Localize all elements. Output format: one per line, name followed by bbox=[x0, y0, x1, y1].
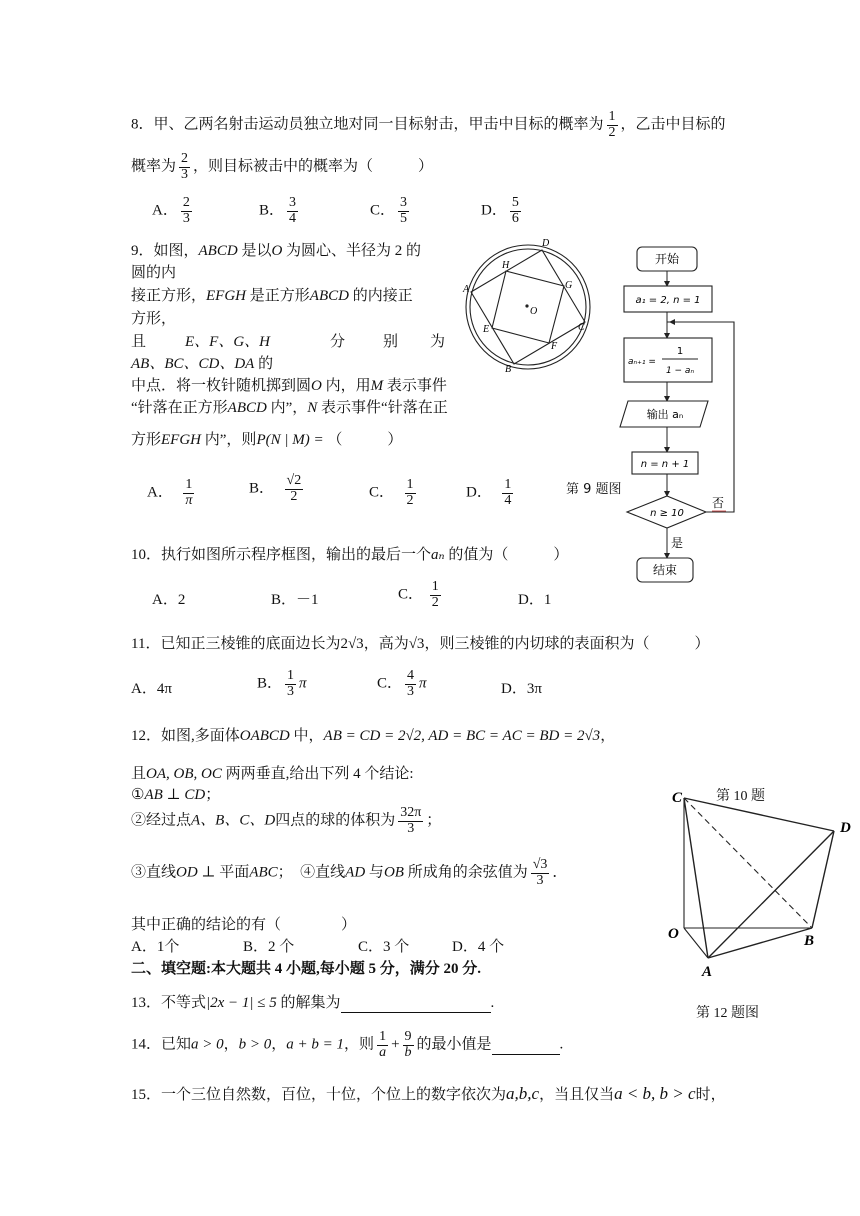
q10-option-d: D．1 bbox=[518, 592, 552, 608]
label-h: H bbox=[502, 260, 510, 271]
flow-update-num: 1 bbox=[676, 346, 684, 357]
label-g: G bbox=[565, 280, 573, 291]
q12-option-a: A．1个 bbox=[131, 939, 180, 955]
q9-math: EFGH bbox=[206, 288, 247, 304]
frac-num: 2 bbox=[182, 195, 190, 210]
flow-incr-text: n = n + 1 bbox=[640, 459, 690, 470]
frac-num: 3 bbox=[289, 195, 297, 210]
q9-line5-e: 为 bbox=[430, 334, 446, 350]
q14-math: a + b = 1 bbox=[286, 1036, 345, 1053]
flow-start-text: 开始 bbox=[654, 252, 680, 266]
q14-text: 的最小值是 bbox=[416, 1036, 492, 1053]
frac-den: b bbox=[404, 1044, 412, 1060]
q12-text: ； ④直线 bbox=[277, 864, 346, 881]
q13-text: . bbox=[490, 995, 495, 1011]
q12-text: 两两垂直,给出下列 4 个结论: bbox=[221, 766, 414, 782]
q8-frac-1 bbox=[607, 110, 618, 140]
q9-line5-b: E、F、G、H bbox=[185, 334, 270, 350]
q10-option-c bbox=[398, 580, 444, 610]
frac-num: 32π bbox=[400, 805, 422, 820]
q10-text: 10．执行如图所示程序框图，输出的最后一个 bbox=[131, 547, 432, 563]
label-b: B bbox=[505, 364, 512, 375]
q12-math: OB bbox=[383, 864, 404, 881]
frac-den: 2 bbox=[406, 492, 414, 508]
option-tail: π bbox=[419, 675, 427, 692]
label-f: F bbox=[551, 341, 558, 352]
q9-text: 表示事件 bbox=[383, 378, 447, 394]
q9-line3 bbox=[131, 287, 413, 305]
option-tail: π bbox=[299, 675, 307, 692]
option-label: B． bbox=[259, 202, 285, 219]
q8-option-a bbox=[152, 196, 195, 226]
q9-line7 bbox=[131, 377, 447, 395]
q12-option-b: B．2 个 bbox=[243, 939, 295, 955]
q11-line bbox=[131, 635, 709, 653]
q9-math: EFGH bbox=[161, 432, 202, 448]
q10-math: aₙ bbox=[431, 547, 445, 563]
option-label: C． bbox=[398, 586, 424, 603]
frac-den: 3 bbox=[407, 683, 415, 699]
q13-answer-blank[interactable] bbox=[341, 994, 491, 1013]
q11-option-c bbox=[377, 669, 427, 699]
q9-math: ABCD bbox=[198, 243, 238, 259]
flow-output-text: 输出 aₙ bbox=[646, 408, 684, 421]
q8-frac-2 bbox=[179, 152, 190, 182]
q9-math: M bbox=[370, 378, 384, 394]
q12-conclusion-3-4 bbox=[131, 858, 567, 888]
q14-math: a > 0 bbox=[191, 1036, 224, 1053]
section2-heading: 二、填空题:本大题共 4 小题,每小题 5 分，满分 20 分. bbox=[131, 961, 481, 977]
option-label: D． bbox=[466, 484, 492, 501]
flow-update-lhs: aₙ₊₁ = bbox=[628, 357, 656, 367]
q12-text: ③直线 bbox=[131, 864, 177, 881]
frac-num: 2 bbox=[181, 151, 189, 166]
frac-den: 2 bbox=[431, 594, 439, 610]
q9-text: 内，用 bbox=[321, 378, 371, 394]
frac-num: 9 bbox=[404, 1029, 412, 1044]
q9-text: 的内接正 bbox=[348, 288, 413, 304]
q8-option-c bbox=[370, 196, 412, 226]
q9-option-b bbox=[249, 474, 306, 504]
q14-text: ， bbox=[271, 1036, 287, 1053]
q12-figure-title: 第 10 题 bbox=[716, 789, 765, 804]
q12-conclusion-2 bbox=[131, 806, 441, 836]
q9-line6 bbox=[131, 355, 273, 373]
q12-text: ； bbox=[426, 812, 442, 829]
frac-num: √3 bbox=[532, 857, 548, 872]
option-label: A． bbox=[147, 484, 173, 501]
label-b: B bbox=[804, 933, 815, 949]
q12-text: ． bbox=[552, 864, 568, 881]
q11-option-a: A．4π bbox=[131, 681, 172, 697]
label-d: D bbox=[542, 238, 550, 249]
flow-end-text: 结束 bbox=[652, 563, 678, 577]
q9-text: “针落在正方形 bbox=[131, 400, 228, 416]
q11-text: ，则三棱锥的内切球的表面积为（ ） bbox=[424, 636, 710, 652]
option-frac bbox=[183, 478, 194, 508]
q12-math: AB ⊥ CD bbox=[144, 787, 206, 803]
q12-text: 且 bbox=[131, 766, 147, 782]
option-frac bbox=[510, 196, 521, 226]
q9-text: 的 bbox=[254, 356, 274, 372]
frac-den: 2 bbox=[608, 124, 616, 140]
q10-option-a: A．2 bbox=[152, 592, 186, 608]
option-label: B． bbox=[249, 480, 275, 497]
frac-den: 3 bbox=[182, 210, 190, 226]
q14-frac-1 bbox=[377, 1030, 388, 1060]
q8-text: ，乙击中目标的 bbox=[620, 116, 726, 133]
q8-line1 bbox=[131, 110, 726, 140]
q12-line1 bbox=[131, 727, 615, 745]
q12-text: 平面 bbox=[215, 864, 250, 881]
label-e: E bbox=[483, 324, 490, 335]
flow-update-den: 1 − aₙ bbox=[665, 366, 695, 376]
frac-den: 4 bbox=[504, 492, 512, 508]
flowchart-caption: 第 9 题图 bbox=[566, 482, 622, 497]
frac-den: 3 bbox=[181, 166, 189, 182]
q11-math: 2√3 bbox=[340, 636, 364, 652]
q12-text: ① bbox=[131, 787, 145, 803]
q12-figure-caption: 第 12 题图 bbox=[696, 1006, 759, 1021]
q9-text: 内”，则 bbox=[201, 432, 257, 448]
q11-math: √3 bbox=[408, 636, 425, 652]
frac-num: 3 bbox=[400, 195, 408, 210]
frac-den: 6 bbox=[511, 210, 519, 226]
q14-text: ，则 bbox=[344, 1036, 375, 1053]
q8-line2 bbox=[131, 152, 433, 182]
q9-text: 方形 bbox=[131, 432, 162, 448]
q12-text: 12．如图,多面体 bbox=[131, 728, 240, 744]
option-label: C． bbox=[377, 675, 403, 692]
q14-line bbox=[131, 1030, 563, 1060]
q10-option-b: B．－1 bbox=[271, 592, 319, 608]
q15-text: 15．一个三位自然数，百位，十位，个位上的数字依次为 bbox=[131, 1087, 507, 1103]
q12-math: A、B、C、D bbox=[191, 812, 276, 829]
frac-den: 5 bbox=[400, 210, 408, 226]
frac-num: 1 bbox=[185, 477, 193, 492]
option-frac bbox=[285, 669, 296, 699]
q9-text: 接正方形， bbox=[131, 288, 207, 304]
q10-line bbox=[131, 546, 568, 564]
label-o: O bbox=[530, 306, 538, 317]
frac-num: √2 bbox=[286, 473, 302, 488]
q9-math: N bbox=[307, 400, 318, 416]
q12-text: 所成角的余弦值为 bbox=[403, 864, 528, 881]
label-a: A bbox=[702, 964, 713, 980]
q9-line2: 圆的内 bbox=[131, 265, 177, 281]
option-frac bbox=[430, 580, 441, 610]
option-label: D． bbox=[481, 202, 507, 219]
q9-text: 9．如图， bbox=[131, 243, 199, 259]
q15-text: 时， bbox=[695, 1087, 726, 1103]
option-label: A． bbox=[152, 202, 178, 219]
q8-text: ，则目标被击中的概率为（ ） bbox=[193, 158, 434, 175]
option-label: B． bbox=[257, 675, 283, 692]
frac-num: 1 bbox=[287, 668, 295, 683]
q9-text: 内”， bbox=[266, 400, 308, 416]
frac-den: 4 bbox=[289, 210, 297, 226]
frac-num: 1 bbox=[379, 1029, 387, 1044]
flowchart bbox=[610, 240, 750, 590]
q12-text: 中， bbox=[289, 728, 324, 744]
q12-math: AB = CD = 2√2, AD = BC = AC = BD = 2√3 bbox=[323, 728, 601, 744]
q12-text: ； bbox=[205, 787, 221, 803]
q12-option-c: C．3 个 bbox=[358, 939, 410, 955]
q12-ask: 其中正确的结论的有（ ） bbox=[131, 917, 357, 933]
label-a: A bbox=[463, 284, 470, 295]
option-label: C． bbox=[370, 202, 396, 219]
option-frac bbox=[502, 478, 513, 508]
q11-option-d: D．3π bbox=[501, 681, 542, 697]
q12-frac-volume bbox=[398, 806, 423, 836]
q12-conclusion-1 bbox=[131, 786, 220, 804]
label-d: D bbox=[840, 820, 851, 836]
frac-num: 5 bbox=[511, 195, 519, 210]
q9-math: O bbox=[311, 378, 322, 394]
q15-math: a,b,c bbox=[506, 1084, 540, 1103]
q9-option-a bbox=[147, 478, 197, 508]
q9-math: ABCD bbox=[309, 288, 349, 304]
q12-math: OA, OB, OC bbox=[146, 766, 222, 782]
q10-text: 的值为（ ） bbox=[444, 547, 569, 563]
option-frac bbox=[398, 196, 409, 226]
q9-text: 中点．将一枚针随机掷到圆 bbox=[131, 378, 312, 394]
frac-num: 1 bbox=[504, 477, 512, 492]
frac-num: 4 bbox=[407, 668, 415, 683]
q8-text: 概率为 bbox=[131, 158, 177, 175]
q8-option-b bbox=[259, 196, 301, 226]
q14-answer-blank[interactable] bbox=[492, 1036, 560, 1055]
q11-option-b bbox=[257, 669, 307, 699]
q14-math: b > 0 bbox=[238, 1036, 272, 1053]
q9-math: P(N | M) = bbox=[256, 432, 324, 448]
q9-line8 bbox=[131, 399, 448, 417]
frac-den: 2 bbox=[290, 488, 298, 504]
flow-no-label: 否 bbox=[712, 496, 725, 510]
frac-den: 3 bbox=[407, 820, 415, 836]
q9-math: ABCD bbox=[227, 400, 267, 416]
q12-math: OD ⊥ bbox=[176, 864, 216, 881]
option-frac bbox=[285, 474, 304, 504]
q9-line9 bbox=[131, 431, 402, 449]
q14-frac-2 bbox=[403, 1030, 414, 1060]
label-c: C bbox=[578, 322, 585, 333]
q15-line bbox=[131, 1084, 726, 1104]
label-c: C bbox=[672, 790, 683, 806]
frac-num: 1 bbox=[431, 579, 439, 594]
q9-circle-figure bbox=[460, 236, 600, 376]
q11-text: 11．已知正三棱锥的底面边长为 bbox=[131, 636, 341, 652]
q9-text: 为圆心、半径为 2 的 bbox=[282, 243, 422, 259]
frac-den: a bbox=[379, 1044, 387, 1060]
q12-text: 与 bbox=[365, 864, 384, 881]
frac-num: 1 bbox=[406, 477, 414, 492]
q9-text: （ ） bbox=[327, 432, 403, 448]
q12-math: ABC bbox=[249, 864, 278, 881]
q12-text: ， bbox=[600, 728, 616, 744]
flow-yes-label: 是 bbox=[671, 536, 684, 550]
flow-cond-text: n ≥ 10 bbox=[650, 508, 684, 519]
q9-line1 bbox=[131, 242, 421, 260]
q12-text: 四点的球的体积为 bbox=[275, 812, 396, 829]
option-frac bbox=[405, 478, 416, 508]
q8-text: 8．甲、乙两名射击运动员独立地对同一目标射击，甲击中目标的概率为 bbox=[131, 116, 604, 133]
option-frac bbox=[405, 669, 416, 699]
q9-text: 是以 bbox=[237, 243, 272, 259]
q9-option-d bbox=[466, 478, 516, 508]
q9-text: 是正方形 bbox=[246, 288, 310, 304]
q12-option-d: D．4 个 bbox=[452, 939, 505, 955]
q14-text: 14．已知 bbox=[131, 1036, 192, 1053]
q9-line5-c: 分 bbox=[330, 334, 346, 350]
frac-den: π bbox=[185, 492, 193, 508]
q8-option-d bbox=[481, 196, 524, 226]
option-frac bbox=[287, 196, 298, 226]
q11-text: ，高为 bbox=[363, 636, 409, 652]
q12-math: AD bbox=[345, 864, 366, 881]
q13-line bbox=[131, 994, 494, 1013]
option-frac bbox=[181, 196, 192, 226]
q9-option-c bbox=[369, 478, 419, 508]
q12-line2 bbox=[131, 765, 414, 783]
q15-text: ，当且仅当 bbox=[539, 1087, 615, 1103]
q12-polyhedron-figure bbox=[664, 786, 860, 982]
q14-text: . bbox=[559, 1036, 564, 1053]
q14-plus: + bbox=[391, 1036, 400, 1053]
frac-den: 3 bbox=[287, 683, 295, 699]
q9-math: O bbox=[271, 243, 283, 259]
q14-text: ， bbox=[223, 1036, 239, 1053]
frac-den: 3 bbox=[536, 872, 544, 888]
q13-text: 13．不等式 bbox=[131, 995, 207, 1011]
flow-init-text: a₁ = 2, n = 1 bbox=[635, 295, 701, 306]
label-o: O bbox=[668, 926, 679, 942]
q9-line5-a: 且 bbox=[131, 334, 147, 350]
q15-math: a < b, b > c bbox=[614, 1084, 696, 1103]
q13-text: 的解集为 bbox=[280, 995, 341, 1011]
q9-line5-d: 别 bbox=[383, 334, 399, 350]
center-dot bbox=[525, 304, 528, 307]
q9-math: AB、BC、CD、DA bbox=[131, 356, 255, 372]
frac-num: 1 bbox=[608, 109, 616, 124]
q12-math: OABCD bbox=[239, 728, 290, 744]
q12-frac-cos bbox=[531, 858, 550, 888]
q12-text: ②经过点 bbox=[131, 812, 192, 829]
option-label: C． bbox=[369, 484, 395, 501]
q9-line4: 方形， bbox=[131, 311, 177, 327]
q9-text: 表示事件“针落在正 bbox=[317, 400, 448, 416]
q13-math: |2x − 1| ≤ 5 bbox=[206, 995, 277, 1011]
